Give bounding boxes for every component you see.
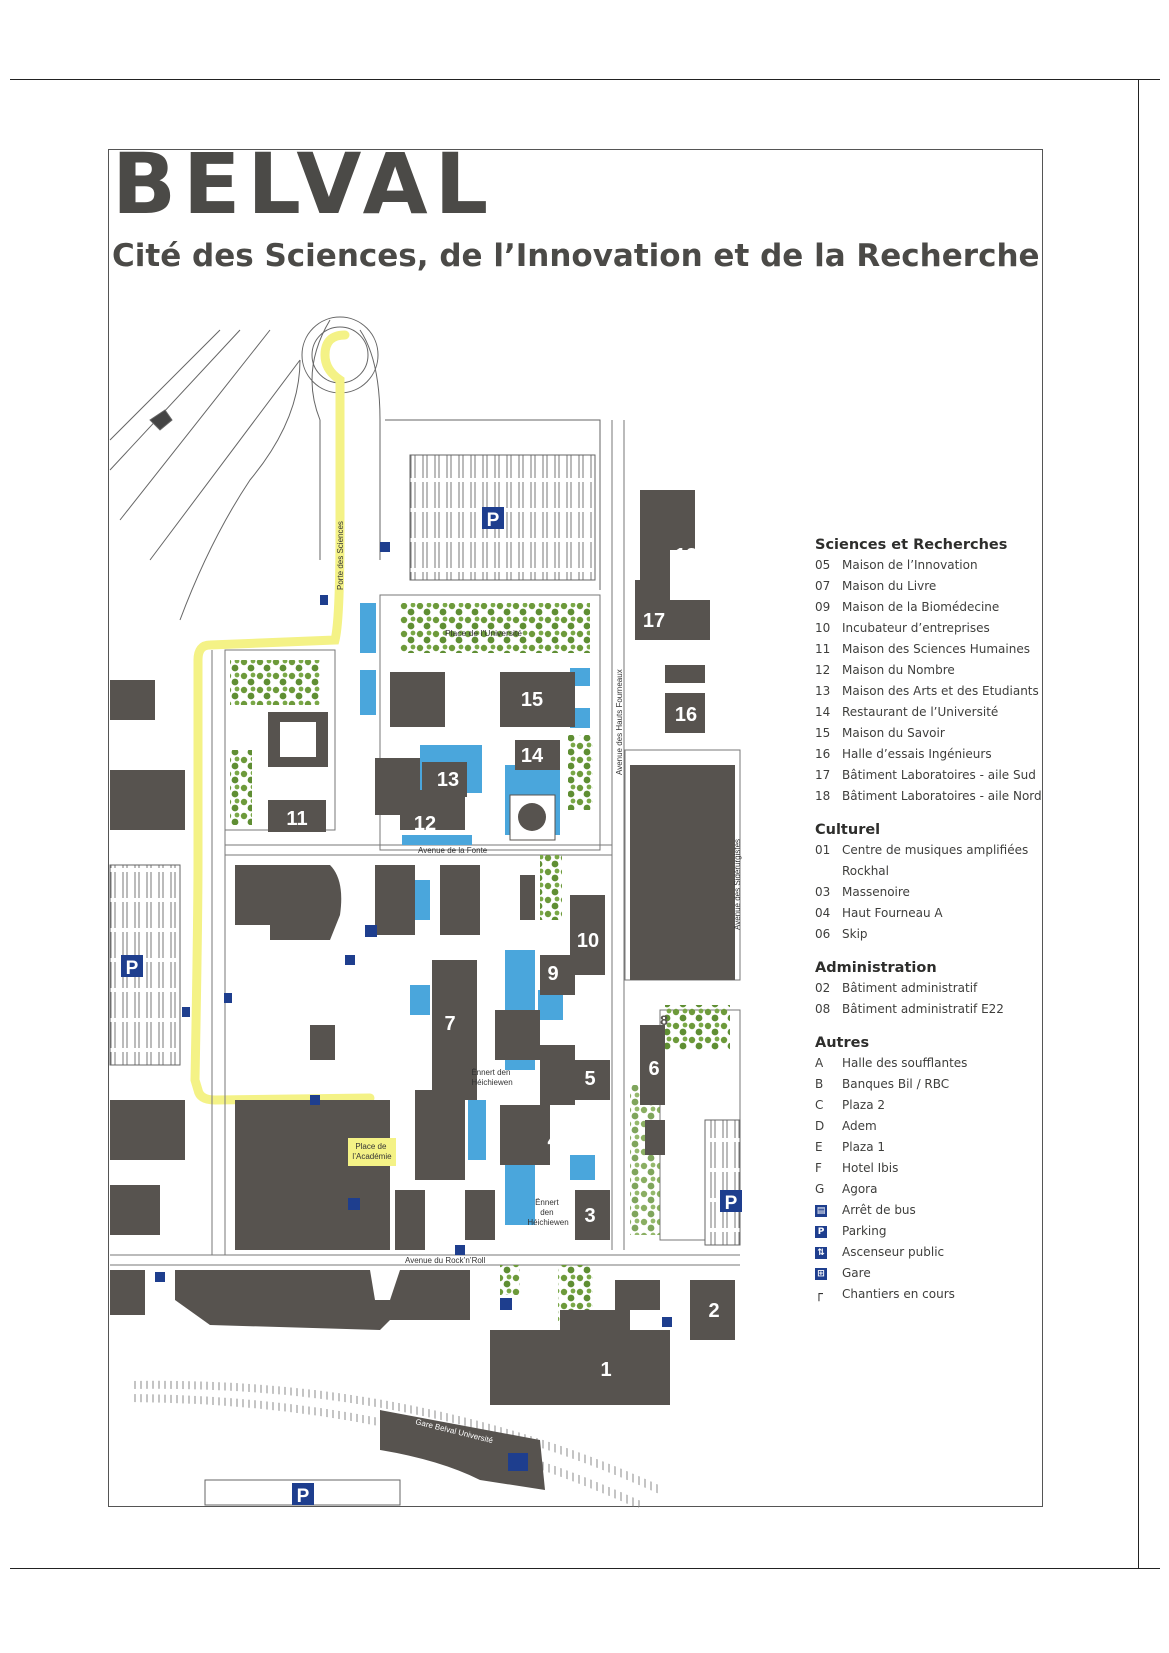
legend-item-code: G	[815, 1182, 825, 1196]
legend-item-label: Halle d’essais Ingénieurs	[842, 747, 992, 761]
legend-item	[815, 639, 1045, 660]
legend-heading-administration: Administration	[815, 960, 937, 976]
legend-item-code: 15	[815, 726, 831, 740]
legend-item	[815, 1263, 1045, 1284]
legend-item-code: 10	[815, 621, 831, 635]
ennert-den-heichiewen-label-2[interactable]: Ënnert den Héichiewen	[527, 1198, 569, 1227]
legend-item-symbol	[815, 1221, 842, 1242]
legend-item-code: 13	[815, 684, 831, 698]
legend-item	[815, 1074, 1045, 1095]
legend-item	[815, 978, 1045, 999]
legend-item	[815, 861, 1045, 882]
parking-icon[interactable]: P	[296, 1486, 310, 1507]
building-10-label[interactable]: 10	[576, 930, 600, 952]
building-5-label[interactable]: 5	[584, 1068, 596, 1090]
legend-item-label: Parking	[842, 1224, 887, 1238]
street-avenue-hauts-fourneaux[interactable]: Avenue des Hauts Fourneaux	[615, 669, 624, 775]
legend-culturel	[815, 820, 1045, 945]
legend-item	[815, 1116, 1045, 1137]
legend-item	[815, 1053, 1045, 1074]
page-title: BELVAL	[112, 135, 496, 233]
legend-item	[815, 999, 1045, 1020]
gare-belval-universite-label[interactable]: Gare Belval Université	[414, 1417, 494, 1446]
street-avenue-siderurgistes[interactable]: Avenue des Sidérurgistes	[733, 838, 742, 930]
legend-item-symbol	[815, 1263, 842, 1284]
legend-item-label: Maison de l’Innovation	[842, 558, 978, 572]
legend-item	[815, 597, 1045, 618]
parking-icon[interactable]: P	[724, 1193, 738, 1214]
legend-item-label: Restaurant de l’Université	[842, 705, 999, 719]
legend-item-code	[815, 861, 842, 882]
legend-item-code: 11	[815, 642, 831, 656]
parking-lot-east	[705, 1120, 740, 1245]
legend-item-label: Halle des soufflantes	[842, 1056, 968, 1070]
legend-item-label: Maison des Arts et des Etudiants	[842, 684, 1039, 698]
legend-item-label: Maison de la Biomédecine	[842, 600, 1000, 614]
legend-item	[815, 924, 1045, 945]
train-station-icon: ⊞	[815, 1268, 827, 1280]
map-legend	[815, 535, 1045, 1318]
legend-item	[815, 903, 1045, 924]
legend-autres	[815, 1033, 1045, 1305]
building-11-label[interactable]: 11	[286, 808, 308, 830]
street-avenue-rocknroll[interactable]: Avenue du Rock’n’Roll	[405, 1256, 486, 1265]
building-3-label[interactable]: 3	[584, 1205, 596, 1227]
building-2-label[interactable]: 2	[708, 1300, 720, 1322]
legend-sciences	[815, 535, 1045, 807]
legend-item-label: Maison du Livre	[842, 579, 937, 593]
legend-item-label: Gare	[842, 1266, 871, 1280]
legend-item-label: Plaza 1	[842, 1140, 886, 1154]
legend-item-code: A	[815, 1056, 824, 1070]
building-18-label[interactable]: 18	[674, 545, 698, 567]
legend-item	[815, 882, 1045, 903]
legend-item	[815, 660, 1045, 681]
legend-item-code: C	[815, 1098, 824, 1112]
legend-item-code: F	[815, 1161, 822, 1175]
building-7-label[interactable]: 7	[444, 1013, 456, 1035]
legend-item-label: Chantiers en cours	[842, 1287, 955, 1301]
legend-item	[815, 1095, 1045, 1116]
construction-icon: ┌	[815, 1287, 823, 1302]
legend-item-label: Bâtiment administratif	[842, 981, 978, 995]
place-academie-label[interactable]: Place de l’Académie	[352, 1142, 392, 1161]
parking-icon: P	[815, 1226, 827, 1238]
building-1-label[interactable]: 1	[600, 1359, 612, 1381]
legend-item	[815, 618, 1045, 639]
building-8-label[interactable]: 8	[660, 1012, 668, 1028]
legend-item-symbol	[815, 1242, 842, 1263]
legend-item	[815, 840, 1045, 861]
ennert-den-heichiewen-label-1[interactable]: Ënnert den Héichiewen	[471, 1068, 513, 1087]
legend-item-label: Hotel Ibis	[842, 1161, 899, 1175]
legend-item	[815, 1242, 1045, 1263]
bus-stop-icon: ▤	[816, 1205, 826, 1216]
legend-item	[815, 555, 1045, 576]
parking-lot-west	[110, 865, 180, 1065]
building-9-label[interactable]: 9	[547, 963, 559, 985]
legend-item-symbol	[815, 1284, 842, 1305]
legend-item	[815, 1221, 1045, 1242]
legend-item-label: Bâtiment Laboratoires - aile Nord	[842, 789, 1042, 803]
legend-item-code: 16	[815, 747, 831, 761]
page-subtitle: Cité des Sciences, de l’Innovation et de la Recherche	[112, 238, 1040, 274]
legend-item-code: D	[815, 1119, 825, 1133]
legend-item-code: 04	[815, 906, 831, 920]
legend-item-label: Maison du Nombre	[842, 663, 955, 677]
legend-item-label: Adem	[842, 1119, 877, 1133]
legend-item-code: 02	[815, 981, 831, 995]
legend-item-label: Skip	[842, 927, 868, 941]
parking-icon[interactable]: P	[486, 510, 500, 531]
legend-item-label: Haut Fourneau A	[842, 906, 943, 920]
legend-item-code: 18	[815, 789, 831, 803]
building-13-label[interactable]: 13	[436, 769, 460, 791]
legend-item-code: E	[815, 1140, 823, 1154]
legend-item	[815, 702, 1045, 723]
legend-item	[815, 744, 1045, 765]
legend-item-code: 01	[815, 843, 831, 857]
legend-item-label: Arrêt de bus	[842, 1203, 916, 1217]
building-14-label[interactable]: 14	[520, 745, 544, 767]
legend-item	[815, 765, 1045, 786]
legend-item	[815, 576, 1045, 597]
elevator-icon: ⇅	[815, 1247, 827, 1259]
legend-heading-culturel: Culturel	[815, 822, 881, 838]
street-avenue-de-la-fonte[interactable]: Avenue de la Fonte	[418, 846, 488, 855]
place-universite-label[interactable]: Place de l’Université	[445, 628, 523, 638]
legend-item-label: Massenoire	[842, 885, 910, 899]
legend-item	[815, 681, 1045, 702]
legend-item-label: Ascenseur public	[842, 1245, 945, 1259]
legend-item-label: Bâtiment administratif E22	[842, 1002, 1004, 1016]
building-16-label[interactable]: 16	[674, 704, 698, 726]
street-porte-des-sciences[interactable]: Porte des Sciences	[336, 521, 345, 590]
legend-item-code: 03	[815, 885, 831, 899]
legend-item-label: Maison du Savoir	[842, 726, 945, 740]
legend-item-label: Bâtiment Laboratoires - aile Sud	[842, 768, 1036, 782]
legend-item-symbol	[815, 1200, 842, 1221]
legend-item-label: Banques Bil / RBC	[842, 1077, 950, 1091]
legend-item-code: 17	[815, 768, 831, 782]
legend-heading-autres: Autres	[815, 1035, 870, 1051]
legend-item-code: 08	[815, 1002, 831, 1016]
building-15-label[interactable]: 15	[520, 689, 544, 711]
legend-item	[815, 723, 1045, 744]
building-4-label[interactable]: 4	[547, 1130, 559, 1152]
legend-item-label: Plaza 2	[842, 1098, 886, 1112]
legend-item-label: Centre de musiques amplifiées	[842, 843, 1029, 857]
legend-item	[815, 1158, 1045, 1179]
legend-item	[815, 1200, 1045, 1221]
legend-item-code: 05	[815, 558, 831, 572]
legend-item-label: Maison des Sciences Humaines	[842, 642, 1030, 656]
legend-item	[815, 1284, 1045, 1305]
legend-item-code: 09	[815, 600, 831, 614]
legend-item-code: B	[815, 1077, 824, 1091]
legend-item-code: 12	[815, 663, 831, 677]
parking-icon[interactable]: P	[125, 958, 139, 979]
legend-item-code: 14	[815, 705, 831, 719]
legend-item-label: Rockhal	[842, 864, 889, 878]
legend-item-label: Incubateur d’entreprises	[842, 621, 990, 635]
legend-item-label: Agora	[842, 1182, 878, 1196]
legend-item-code: 06	[815, 927, 831, 941]
building-12-label[interactable]: 12	[413, 813, 437, 835]
legend-heading-sciences: Sciences et Recherches	[815, 537, 1008, 553]
legend-item	[815, 1137, 1045, 1158]
legend-item	[815, 786, 1045, 807]
legend-administration	[815, 958, 1045, 1020]
legend-item-code: 07	[815, 579, 831, 593]
building-6-label[interactable]: 6	[648, 1058, 660, 1080]
legend-item	[815, 1179, 1045, 1200]
building-17-label[interactable]: 17	[642, 610, 666, 632]
